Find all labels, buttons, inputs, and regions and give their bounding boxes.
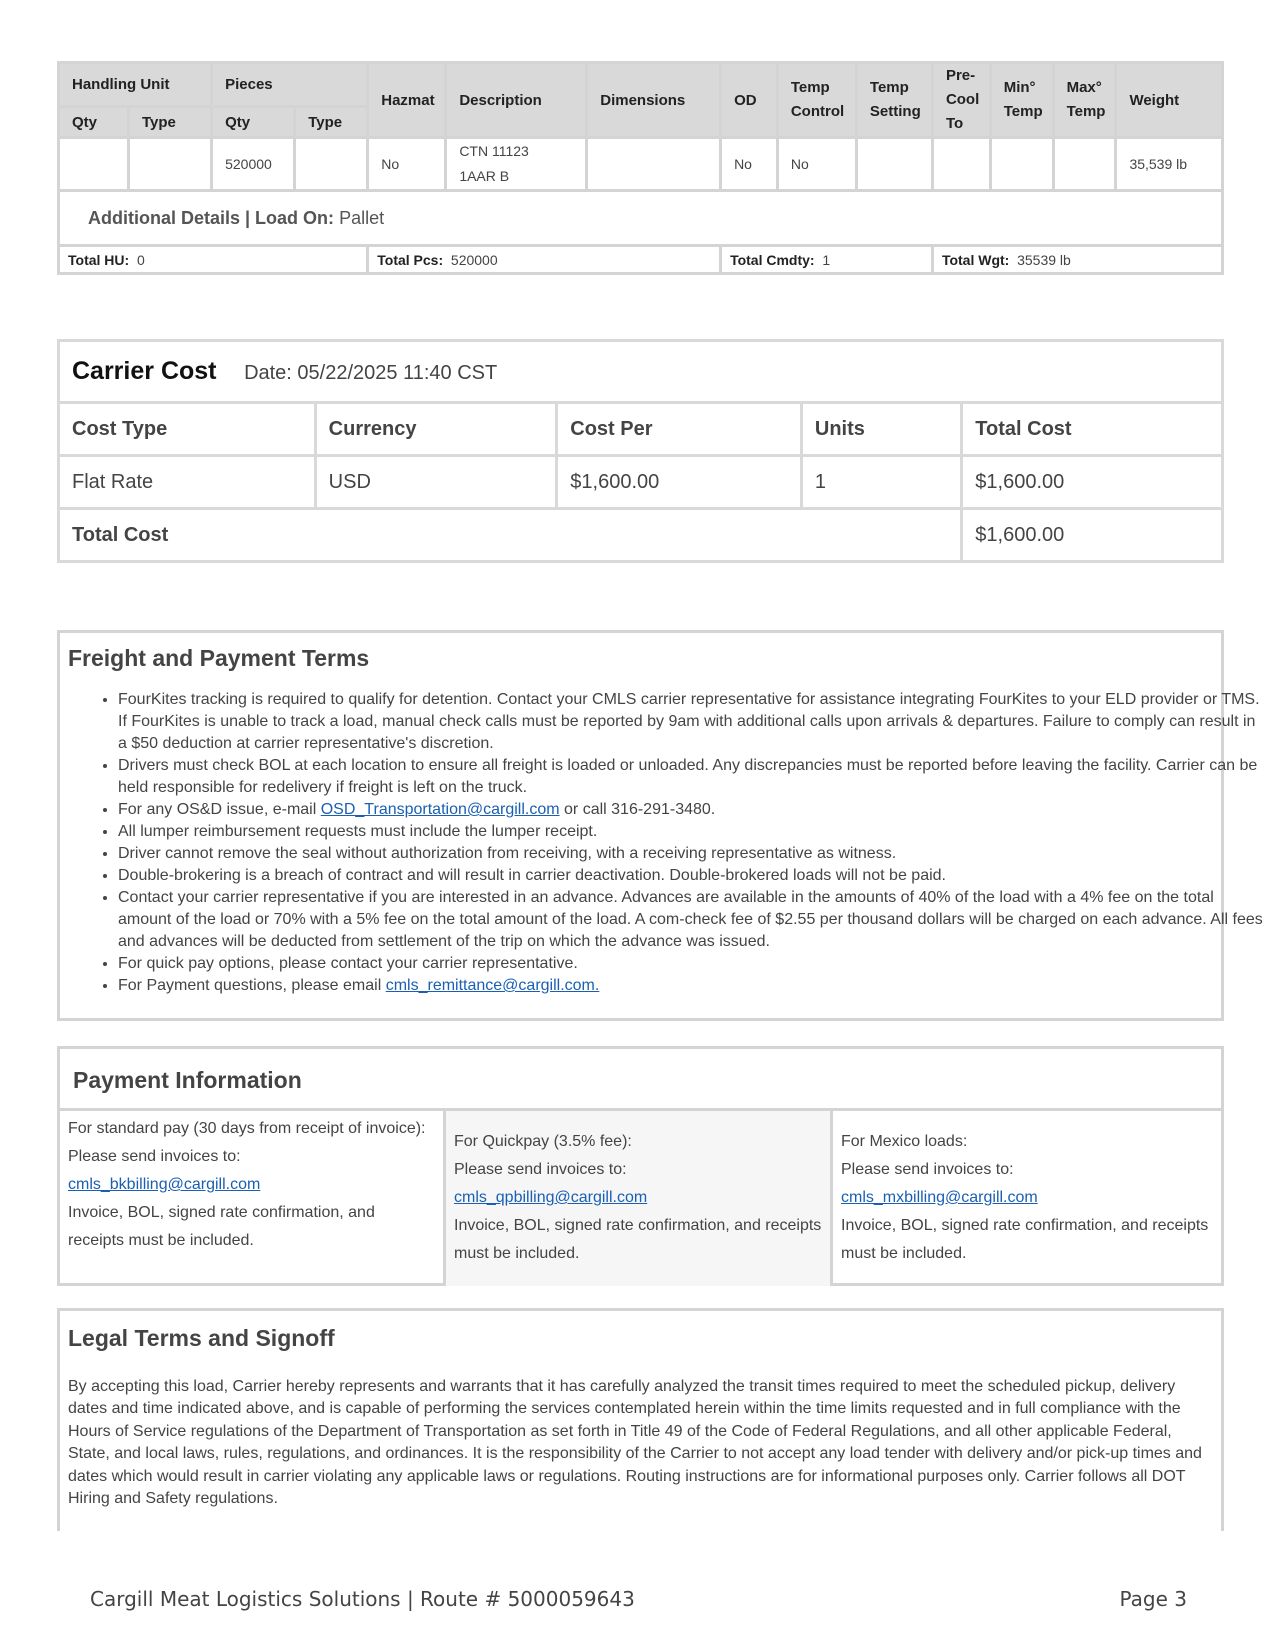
header-pc-type: Type bbox=[295, 107, 368, 138]
osd-email-link[interactable]: OSD_Transportation@cargill.com bbox=[320, 801, 560, 818]
header-dimensions: Dimensions bbox=[587, 63, 721, 138]
list-item: • Double-brokering is a breach of contract and will result in carrier deactivation. Double-brokered loads will not be paid. bbox=[118, 865, 1266, 887]
cell-currency: USD bbox=[315, 456, 557, 509]
cell-description: CTN 11123 1AAR B bbox=[446, 138, 587, 191]
payment-quickpay-column: For Quickpay (3.5% fee): Please send invoices to: cmls_qpbilling@cargill.com Invoice, BOL, signed rate confirmation, and receipts must be included. bbox=[446, 1111, 833, 1286]
header-hu-qty: Qty bbox=[59, 107, 129, 138]
cell-total-cost: $1,600.00 bbox=[962, 456, 1223, 509]
payment-info-section bbox=[57, 1046, 1224, 1286]
commodity-table bbox=[57, 61, 1224, 275]
cell-cost-per: $1,600.00 bbox=[557, 456, 802, 509]
list-item: • Driver cannot remove the seal without authorization from receiving, with a receiving representative as witness. bbox=[118, 843, 1266, 865]
cell-pc-qty: 520000 bbox=[212, 138, 295, 191]
legal-section bbox=[57, 1308, 1224, 1531]
list-item: • Contact your carrier representative if you are interested in an advance. Advances are available in the amounts of 40% of the load with a 4% fee on the total amount of the load or 70% with a 5% fee on the total amount of the load. A com-check fee of $2.55 per thousand dollars will be charged on each advance. All fees and advances will be deducted from settlement of the trip on which the advance was issued. bbox=[118, 887, 1266, 953]
cell-units: 1 bbox=[801, 456, 961, 509]
bkbilling-email-link[interactable]: cmls_bkbilling@cargill.com bbox=[68, 1176, 261, 1193]
additional-details-value: Pallet bbox=[339, 207, 385, 228]
cell-hazmat: No bbox=[368, 138, 446, 191]
header-min-temp: Min° Temp bbox=[990, 63, 1053, 138]
cell-precool bbox=[932, 138, 990, 191]
carrier-cost-table bbox=[57, 339, 1224, 563]
list-item: • Drivers must check BOL at each location to ensure all freight is loaded or unloaded. Any discrepancies must be reported before leaving the facility. Carrier can be held responsible for redelivery if freight is left on the truck. bbox=[118, 755, 1266, 799]
total-hu: Total HU: 0 bbox=[59, 246, 368, 274]
cell-min-temp bbox=[990, 138, 1053, 191]
footer-route: Cargill Meat Logistics Solutions | Route # 5000059643 bbox=[90, 1587, 635, 1611]
header-hazmat: Hazmat bbox=[368, 63, 446, 138]
header-cost-per: Cost Per bbox=[557, 403, 802, 456]
freight-terms-list bbox=[68, 689, 1266, 997]
header-max-temp: Max° Temp bbox=[1053, 63, 1116, 138]
header-hu-type: Type bbox=[128, 107, 211, 138]
total-cost-value: $1,600.00 bbox=[962, 509, 1223, 562]
total-cost-label: Total Cost bbox=[59, 509, 962, 562]
additional-details bbox=[59, 191, 1223, 246]
total-cmdty: Total Cmdty: 1 bbox=[721, 246, 933, 274]
header-currency: Currency bbox=[315, 403, 557, 456]
cell-dimensions bbox=[587, 138, 721, 191]
cell-pc-type bbox=[295, 138, 368, 191]
cell-cost-type: Flat Rate bbox=[59, 456, 316, 509]
table-row bbox=[59, 138, 1223, 191]
total-pcs: Total Pcs: 520000 bbox=[368, 246, 721, 274]
cell-weight: 35,539 lb bbox=[1116, 138, 1223, 191]
list-item: • For any OS&D issue, e-mail OSD_Transportation@cargill.com or call 316-291-3480. bbox=[118, 799, 1266, 821]
header-description: Description bbox=[446, 63, 587, 138]
carrier-cost-date: Date: 05/22/2025 11:40 CST bbox=[244, 362, 498, 384]
header-pieces: Pieces bbox=[212, 63, 368, 107]
table-row bbox=[59, 456, 1223, 509]
header-pc-qty: Qty bbox=[212, 107, 295, 138]
cell-max-temp bbox=[1053, 138, 1116, 191]
mxbilling-email-link[interactable]: cmls_mxbilling@cargill.com bbox=[841, 1189, 1038, 1206]
header-od: OD bbox=[721, 63, 778, 138]
header-temp-control: Temp Control bbox=[777, 63, 856, 138]
list-item: • For Payment questions, please email cmls_remittance@cargill.com. bbox=[118, 975, 1266, 997]
footer-page-number: Page 3 bbox=[1119, 1587, 1187, 1611]
freight-terms-title: Freight and Payment Terms bbox=[68, 645, 370, 671]
list-item: • For quick pay options, please contact your carrier representative. bbox=[118, 953, 1266, 975]
header-cost-type: Cost Type bbox=[59, 403, 316, 456]
carrier-cost-title: Carrier Cost bbox=[72, 357, 217, 385]
qpbilling-email-link[interactable]: cmls_qpbilling@cargill.com bbox=[454, 1189, 648, 1206]
remittance-email-link[interactable]: cmls_remittance@cargill.com. bbox=[385, 977, 600, 994]
header-temp-setting: Temp Setting bbox=[856, 63, 932, 138]
header-precool: Pre- Cool To bbox=[932, 63, 990, 138]
additional-details-label: Additional Details | Load On: bbox=[88, 207, 335, 228]
list-item: • FourKites tracking is required to qualify for detention. Contact your CMLS carrier representative for assistance integrating FourKites to your ELD provider or TMS. If FourKites is unable to track a load, manual check calls must be reported by 9am with additional calls upon arrivals & departures. Failure to comply can result in a $50 deduction at carrier representative's discretion. bbox=[118, 689, 1266, 755]
cell-hu-type bbox=[128, 138, 211, 191]
legal-title: Legal Terms and Signoff bbox=[68, 1325, 335, 1351]
total-wgt: Total Wgt: 35539 lb bbox=[932, 246, 1222, 274]
cell-temp-setting bbox=[856, 138, 932, 191]
payment-info-title: Payment Information bbox=[73, 1067, 302, 1093]
payment-standard-column: For standard pay (30 days from receipt of invoice): Please send invoices to: cmls_bkbilling@cargill.com Invoice, BOL, signed rate confirmation, and receipts must be included. bbox=[60, 1111, 446, 1286]
legal-text: By accepting this load, Carrier hereby represents and warrants that it has carefully analyzed the transit times required to meet the scheduled pickup, delivery dates and time indicated above, and is capable of performing the services contemplated herein within the time limits requested and in full compliance with the Hours of Service regulations of the Department of Transportation as set forth in Title 49 of the Code of Federal Regulations, and all other applicable Federal, State, and local laws, rules, regulations, and ordinances. It is the responsibility of the Carrier to not accept any load tender with delivery and/or pick-up times and dates which would result in carrier violating any applicable laws or regulations. Routing instructions are for informational purposes only. Carrier follows all DOT Hiring and Safety regulations. bbox=[68, 1378, 1202, 1508]
header-units: Units bbox=[801, 403, 961, 456]
cell-od: No bbox=[721, 138, 778, 191]
header-total-cost: Total Cost bbox=[962, 403, 1223, 456]
freight-terms-section bbox=[57, 630, 1263, 1021]
cell-hu-qty bbox=[59, 138, 129, 191]
cell-temp-control: No bbox=[777, 138, 856, 191]
payment-mexico-column: For Mexico loads: Please send invoices to: cmls_mxbilling@cargill.com Invoice, BOL, signed rate confirmation, and receipts must be included. bbox=[841, 1133, 1209, 1262]
list-item: • All lumper reimbursement requests must include the lumper receipt. bbox=[118, 821, 1266, 843]
carrier-cost-header bbox=[59, 341, 1223, 403]
header-weight: Weight bbox=[1116, 63, 1223, 138]
header-handling-unit: Handling Unit bbox=[59, 63, 212, 107]
